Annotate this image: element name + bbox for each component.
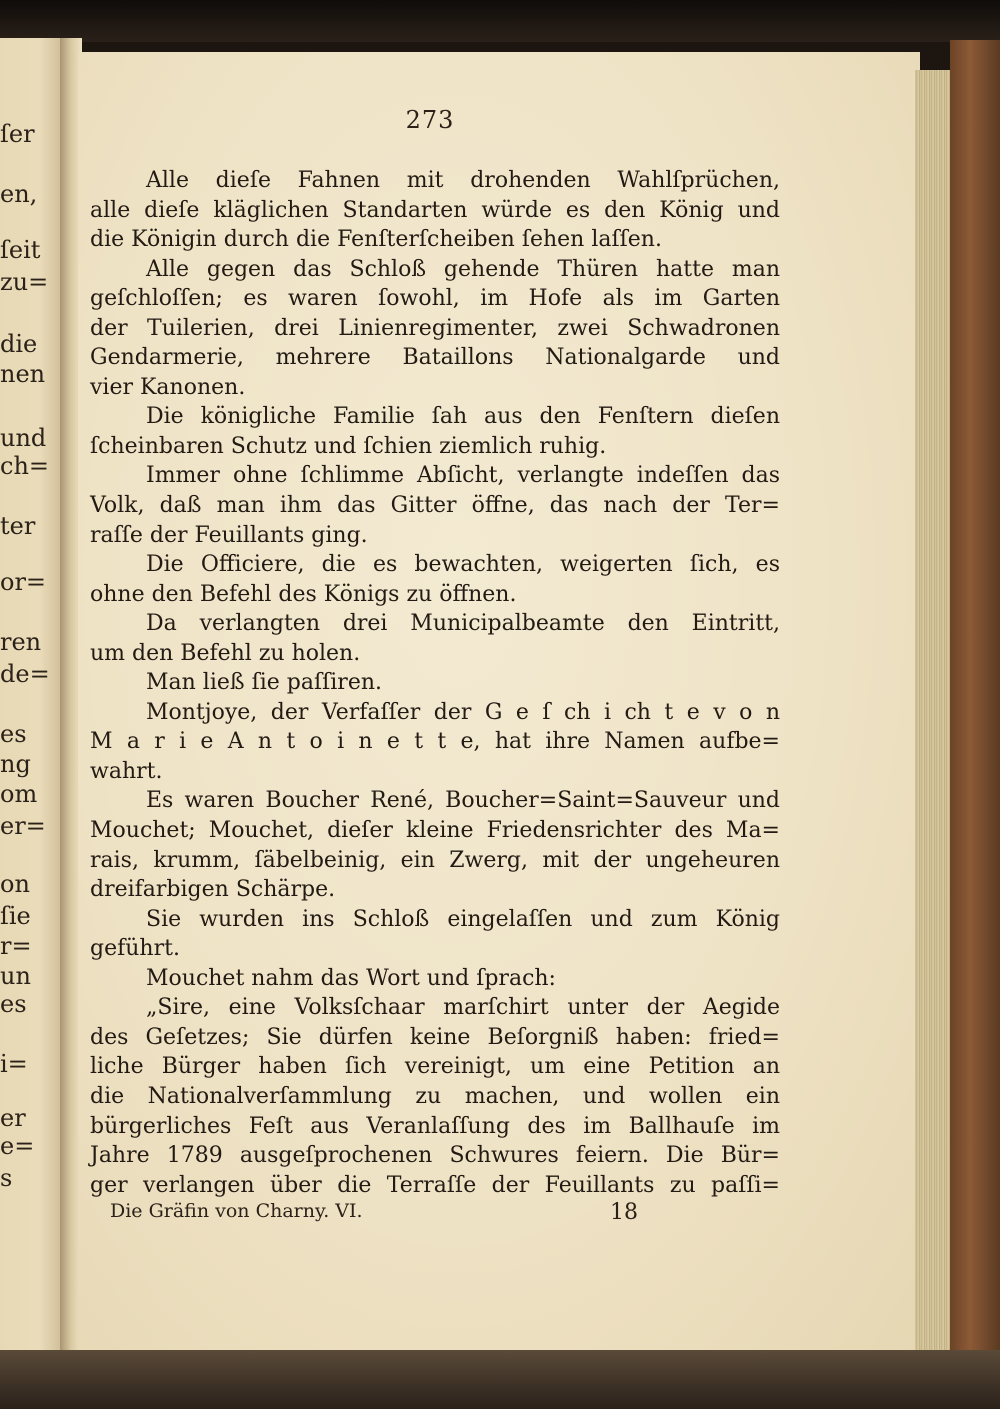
left-page-fragment: ſer: [0, 120, 35, 148]
text-line: Montjoye, der Verfaſſer der G e ſ ch i ch t e v o n: [146, 699, 780, 725]
page-edges: [915, 70, 953, 1350]
text-line: M a r i e A n t o i n e t t e, hat ihre Namen aufbe=: [90, 729, 780, 755]
text-line: Man ließ ſie paſſiren.: [146, 670, 382, 696]
left-page-fragment: or=: [0, 568, 47, 596]
text-line: wahrt.: [90, 758, 163, 784]
text-line: geſchloſſen; es waren ſowohl, im Hofe als im Garten: [90, 286, 780, 312]
text-line: die Königin durch die Fenſterſcheiben ſehen laſſen.: [90, 227, 662, 253]
left-page-fragment: ſeit: [0, 236, 41, 264]
text-line: ſcheinbaren Schutz und ſchien ziemlich ruhig.: [90, 433, 607, 459]
left-page-fragment: er: [0, 1104, 26, 1132]
text-line: Gendarmerie, mehrere Bataillons Nationalgarde und: [90, 345, 780, 371]
footer-book-title: Die Gräfin von Charny. VI.: [110, 1200, 363, 1222]
left-page-fragment: en,: [0, 180, 38, 208]
book-cover-right: [950, 40, 1000, 1409]
left-page-fragment: om: [0, 780, 38, 808]
left-page-fragment: ng: [0, 750, 31, 778]
text-line: Alle gegen das Schloß gehende Thüren hatte man: [146, 256, 780, 282]
left-page-fragment: r=: [0, 932, 32, 960]
text-line: Alle dieſe Fahnen mit drohenden Wahlſprüchen,: [146, 168, 780, 193]
left-page-fragment: s: [0, 1164, 13, 1192]
body-text: [90, 166, 780, 1200]
text-line: alle dieſe kläglichen Standarten würde es den König und: [90, 197, 780, 223]
signature-mark: 18: [610, 1200, 638, 1225]
left-page-fragment: und: [0, 424, 47, 452]
left-page-fragment: ter: [0, 512, 36, 540]
text-line: bürgerliches Feſt aus Veranlaſſung des im Ballhauſe im: [90, 1113, 780, 1139]
text-line: Jahre 1789 ausgeſprochenen Schwures feiern. Die Bür=: [90, 1143, 780, 1169]
left-page-fragment: nen: [0, 360, 46, 388]
page-number: 273: [405, 106, 455, 134]
text-line: Die königliche Familie ſah aus den Fenſtern dieſen: [146, 404, 780, 430]
left-page-fragment: de=: [0, 660, 50, 688]
left-page-fragment: e=: [0, 1132, 35, 1160]
left-page-fragment: ſie: [0, 902, 31, 930]
book-cover-bottom: [0, 1350, 1000, 1409]
text-line: dreifarbigen Schärpe.: [90, 877, 336, 903]
left-page-fragment: ch=: [0, 452, 50, 480]
left-page-fragment: er=: [0, 812, 46, 840]
text-line: Sie wurden ins Schloß eingelaſſen und zum König: [146, 906, 780, 932]
text-line: der Tuilerien, drei Linienregimenter, zwei Schwadronen: [90, 315, 780, 341]
text-line: Da verlangten drei Municipalbeamte den Eintritt,: [146, 611, 780, 637]
text-line: um den Befehl zu holen.: [90, 640, 361, 666]
text-line: liche Bürger haben ſich vereinigt, um eine Petition an: [90, 1054, 780, 1080]
text-line: Immer ohne ſchlimme Abſicht, verlangte indeſſen das: [146, 463, 780, 489]
text-line: Mouchet nahm das Wort und ſprach:: [146, 965, 556, 991]
left-page-fragment: i=: [0, 1050, 28, 1078]
text-line: „Sire, eine Volksſchaar marſchirt unter der Aegide: [146, 995, 780, 1021]
text-line: vier Kanonen.: [90, 374, 246, 400]
book-cover-top: [0, 0, 1000, 42]
text-line: die Nationalverſammlung zu machen, und wollen ein: [90, 1083, 780, 1109]
left-page-fragment: un: [0, 962, 31, 990]
text-line: raſſe der Feuillants ging.: [90, 522, 368, 548]
left-page-fragment: zu=: [0, 268, 49, 296]
left-page: [0, 38, 66, 1409]
left-page-fragment: on: [0, 870, 30, 898]
text-line: Volk, daß man ihm das Gitter öffne, das nach der Ter=: [90, 493, 780, 519]
text-line: Die Officiere, die es bewachten, weigerten ſich, es: [146, 552, 780, 578]
text-line: Mouchet; Mouchet, dieſer kleine Friedensrichter des Ma=: [90, 818, 780, 844]
left-page-fragment: es: [0, 720, 27, 748]
left-page-fragment: es: [0, 990, 27, 1018]
text-line: geführt.: [90, 936, 180, 962]
left-page-fragment: ren: [0, 628, 42, 656]
text-line: Es waren Boucher René, Boucher=Saint=Sauveur und: [146, 788, 780, 814]
left-page-fragment: die: [0, 330, 38, 358]
text-line: ger verlangen über die Terraſſe der Feuillants zu paſſi=: [90, 1172, 780, 1198]
text-line: des Geſetzes; Sie dürfen keine Beſorgniß haben: fried=: [90, 1024, 780, 1050]
text-line: ohne den Befehl des Königs zu öffnen.: [90, 581, 517, 607]
text-line: rais, krumm, ſäbelbeinig, ein Zwerg, mit der ungeheuren: [90, 847, 780, 873]
